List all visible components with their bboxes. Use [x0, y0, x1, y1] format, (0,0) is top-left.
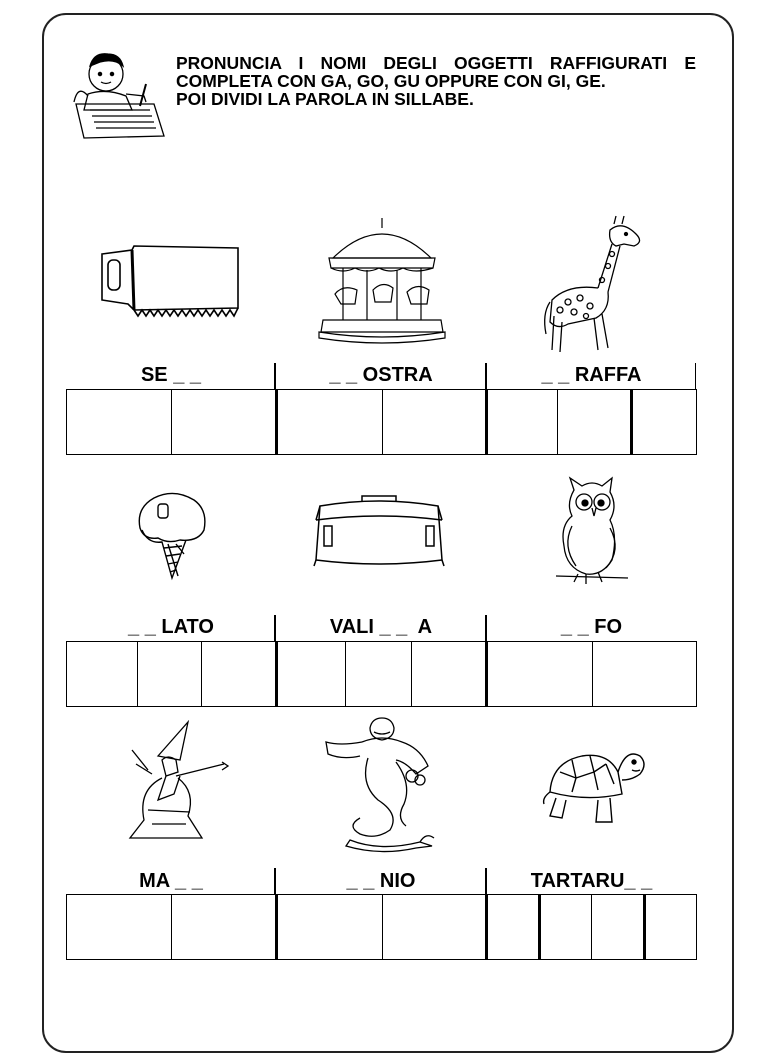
cell-divider — [171, 895, 172, 959]
cell-divider — [538, 895, 541, 959]
word-divider — [485, 363, 487, 389]
carousel-icon — [313, 214, 451, 350]
word-lato-blank: _ _ LATO — [128, 616, 214, 638]
group-divider — [275, 895, 278, 959]
word-divider — [695, 363, 696, 389]
word-raffa-blank: _ _ RAFFA — [541, 364, 642, 386]
instruction-line-1: PRONUNCIA I NOMI DEGLI OGGETTI RAFFIGURATI E COMPLETA CON GA, GO, GU OPPURE CON GI, GE. — [176, 53, 696, 91]
giraffe-icon — [538, 214, 650, 356]
suitcase-icon — [310, 494, 448, 576]
word-divider — [485, 615, 487, 641]
cell-divider — [557, 390, 558, 454]
cell-divider — [643, 895, 646, 959]
word-se-blank: SE _ _ — [140, 364, 202, 386]
group-divider — [485, 390, 488, 454]
cell-divider — [171, 390, 172, 454]
wizard-icon — [118, 720, 230, 848]
instruction-line-2: POI DIVIDI LA PAROLA IN SILLABE. — [176, 89, 474, 109]
group-divider — [275, 390, 278, 454]
word-ma-blank: MA _ _ — [139, 870, 203, 892]
word-divider — [274, 868, 276, 894]
word-nio-blank: _ _ NIO — [346, 870, 416, 892]
child-writing-icon — [70, 44, 168, 148]
group-divider — [485, 895, 488, 959]
word-tartaru-blank: TARTARU_ _ — [530, 870, 653, 892]
cell-divider — [591, 895, 592, 959]
genie-icon — [320, 714, 442, 856]
word-fo-blank: _ _ FO — [560, 616, 623, 638]
cell-divider — [592, 642, 593, 706]
saw-icon — [98, 240, 243, 330]
group-divider — [275, 642, 278, 706]
cell-divider — [382, 895, 383, 959]
cell-divider — [345, 642, 346, 706]
syllable-grid-row-3 — [66, 894, 697, 960]
owl-icon — [552, 476, 632, 590]
cell-divider — [382, 390, 383, 454]
word-vali-blank: VALI _ _ A — [329, 616, 433, 638]
word-divider — [485, 868, 487, 894]
syllable-grid-row-1 — [66, 389, 697, 455]
turtle-icon — [536, 742, 646, 828]
cell-divider — [201, 642, 202, 706]
cell-divider — [137, 642, 138, 706]
word-divider — [274, 363, 276, 389]
cell-divider — [411, 642, 412, 706]
instructions — [176, 54, 696, 108]
group-divider — [485, 642, 488, 706]
ice-cream-icon — [128, 488, 214, 582]
syllable-grid-row-2 — [66, 641, 697, 707]
word-divider — [274, 615, 276, 641]
cell-divider — [630, 390, 633, 454]
word-ostra-blank: _ _ OSTRA — [329, 364, 433, 386]
